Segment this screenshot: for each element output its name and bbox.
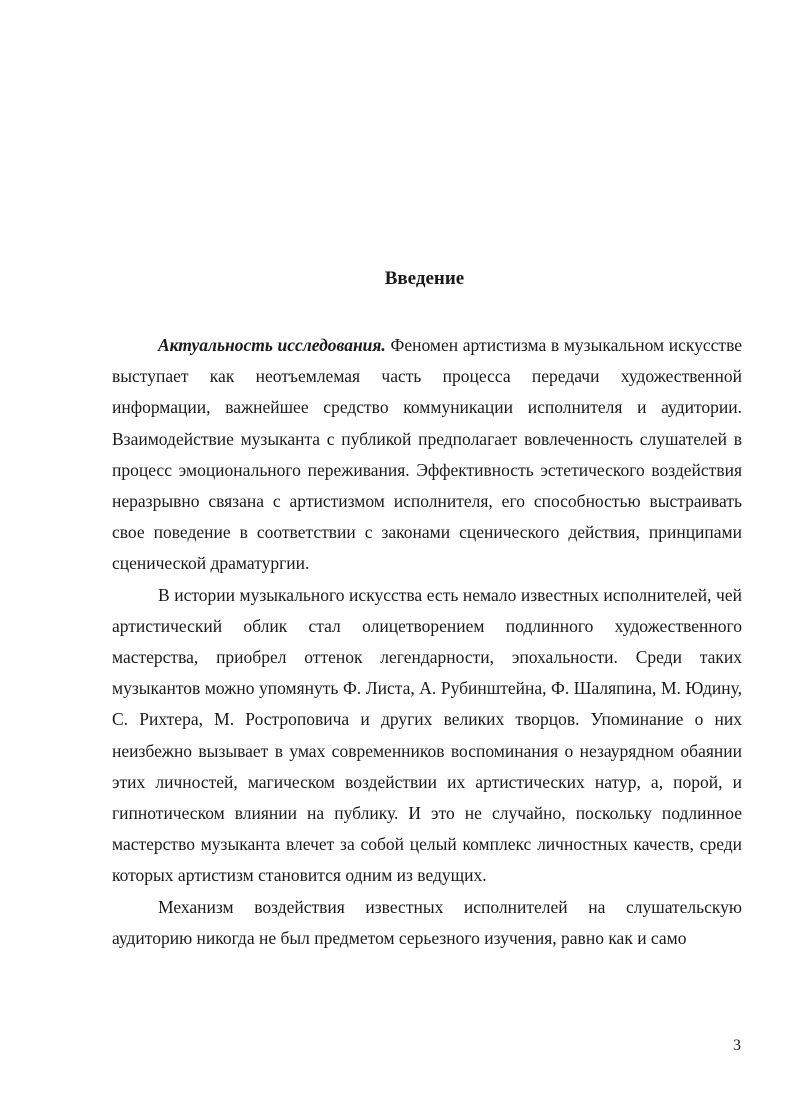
paragraph-mechanism [112,892,742,954]
section-heading: Введение [384,268,465,289]
body-text [112,330,742,954]
paragraph-text: Механизм воздействия известных исполнителей на слушательскую аудиторию никогда не был предметом серьезного изучения, равно как и само [112,896,742,948]
paragraph-text: Феномен артистизма в музыкальном искусстве выступает как неотъемлемая часть процесса передачи художественной информации, важнейшее средство коммуникации исполнителя и аудитории. Взаимодействие музыканта с публикой предполагает вовлеченность слушателей в процесс эмоционального переживания. Эффективность эстетического воздействия неразрывно связана с артистизмом исполнителя, его способностью выстраивать свое поведение в соответствии с законами сценического действия, принципами сценической драматургии. [112,335,742,574]
paragraph-text: В истории музыкального искусства есть немало известных исполнителей, чей артистический облик стал олицетворением подлинного художественного мастерства, приобрел оттенок легендарности, эпохальности. Среди таких музыкантов можно упомянуть Ф. Листа, А. Рубинштейна, Ф. Шаляпина, М. Юдину, С. Рихтера, М. Ростроповича и других великих творцов. Упоминание о них неизбежно вызывает в умах современников воспоминания о незаурядном обаянии этих личностей, магическом воздействии их артистических натур, а, порой, и гипнотическом влиянии на публику. И это не случайно, поскольку подлинное мастерство музыканта влечет за собой целый комплекс личностных качеств, среди которых артистизм становится одним из ведущих. [112,584,742,886]
paragraph-lead: Актуальность исследования. [158,335,386,355]
paragraph-relevance [112,330,742,580]
paragraph-history [112,580,742,892]
page-number: 3 [733,1037,741,1054]
